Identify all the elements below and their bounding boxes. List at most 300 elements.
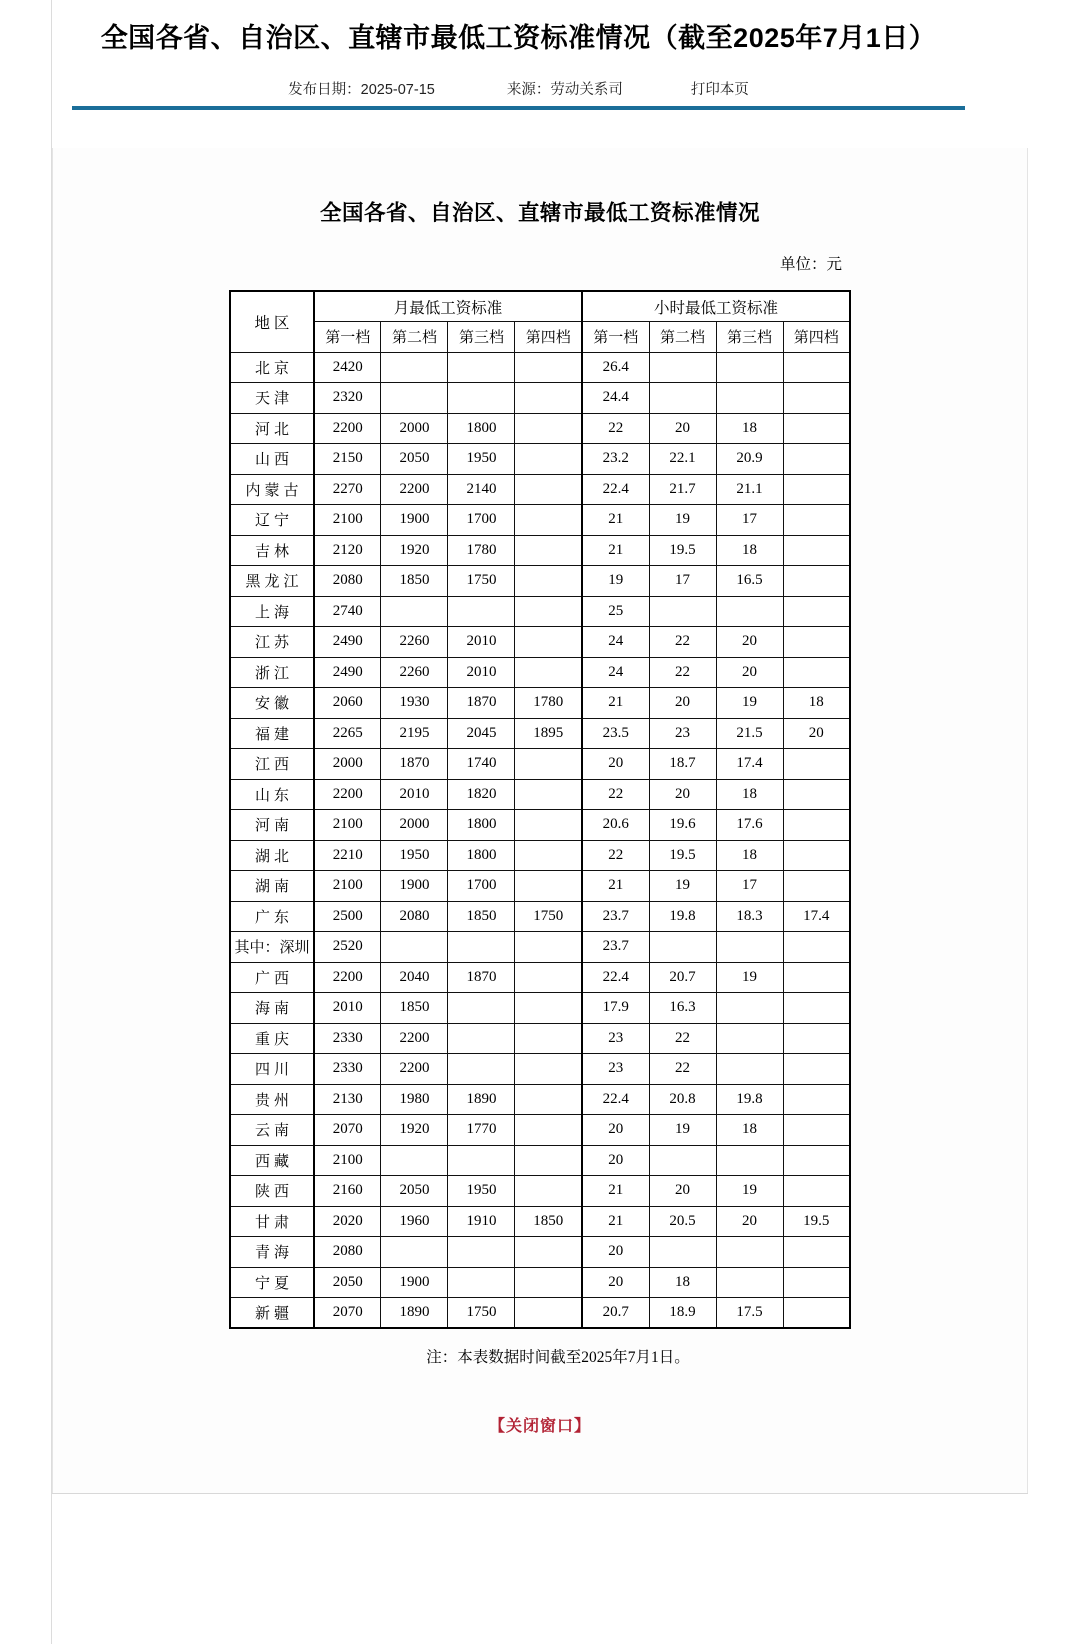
- cell-monthly-tier-2: [381, 1237, 448, 1268]
- cell-monthly-tier-2: 2000: [381, 810, 448, 841]
- table-row: [230, 993, 850, 1024]
- cell-monthly-tier-1: 2330: [314, 1054, 381, 1085]
- cell-hourly-tier-1: 20.6: [582, 810, 649, 841]
- column-header-monthly-tier-1: 第一档: [314, 322, 381, 353]
- cell-region: 湖南: [230, 871, 314, 902]
- cell-monthly-tier-1: 2500: [314, 901, 381, 932]
- cell-region: 青海: [230, 1237, 314, 1268]
- cell-monthly-tier-3: 1870: [448, 688, 515, 719]
- cell-hourly-tier-3: 20.9: [716, 444, 783, 475]
- publish-date: 发布日期：2025-07-15: [288, 81, 435, 98]
- cell-monthly-tier-4: [515, 535, 582, 566]
- cell-hourly-tier-2: 20: [649, 1176, 716, 1207]
- cell-region: 广西: [230, 962, 314, 993]
- cell-hourly-tier-2: 20.7: [649, 962, 716, 993]
- cell-hourly-tier-3: [716, 1237, 783, 1268]
- header-divider: [72, 106, 965, 110]
- table-row: [230, 1237, 850, 1268]
- cell-hourly-tier-2: [649, 932, 716, 963]
- cell-monthly-tier-1: 2490: [314, 657, 381, 688]
- cell-hourly-tier-4: [783, 1267, 850, 1298]
- table-row: [230, 657, 850, 688]
- cell-monthly-tier-3: 1870: [448, 962, 515, 993]
- cell-hourly-tier-3: [716, 352, 783, 383]
- cell-hourly-tier-3: 17.4: [716, 749, 783, 780]
- cell-hourly-tier-2: 19: [649, 1115, 716, 1146]
- cell-monthly-tier-1: 2330: [314, 1023, 381, 1054]
- cell-monthly-tier-1: 2520: [314, 932, 381, 963]
- cell-monthly-tier-1: 2100: [314, 871, 381, 902]
- cell-monthly-tier-2: 2080: [381, 901, 448, 932]
- cell-monthly-tier-3: 1890: [448, 1084, 515, 1115]
- cell-hourly-tier-1: 22.4: [582, 962, 649, 993]
- cell-region: 甘肃: [230, 1206, 314, 1237]
- cell-monthly-tier-4: [515, 352, 582, 383]
- cell-region: 内蒙古: [230, 474, 314, 505]
- table-row: [230, 932, 850, 963]
- cell-monthly-tier-4: [515, 566, 582, 597]
- cell-hourly-tier-1: 26.4: [582, 352, 649, 383]
- cell-hourly-tier-2: 22: [649, 1054, 716, 1085]
- cell-hourly-tier-4: [783, 932, 850, 963]
- cell-monthly-tier-2: [381, 383, 448, 414]
- print-page-link[interactable]: 打印本页: [690, 81, 749, 98]
- cell-hourly-tier-4: [783, 962, 850, 993]
- cell-monthly-tier-2: 1950: [381, 840, 448, 871]
- cell-monthly-tier-1: 2100: [314, 505, 381, 536]
- cell-monthly-tier-4: [515, 596, 582, 627]
- cell-hourly-tier-2: 20: [649, 688, 716, 719]
- cell-hourly-tier-2: 18.9: [649, 1298, 716, 1329]
- cell-hourly-tier-4: 19.5: [783, 1206, 850, 1237]
- cell-monthly-tier-3: 1770: [448, 1115, 515, 1146]
- table-head: [230, 291, 850, 352]
- cell-hourly-tier-4: [783, 993, 850, 1024]
- cell-hourly-tier-2: 22: [649, 627, 716, 658]
- cell-monthly-tier-2: 1920: [381, 535, 448, 566]
- cell-hourly-tier-2: 23: [649, 718, 716, 749]
- cell-hourly-tier-3: 18: [716, 779, 783, 810]
- column-header-hourly-tier-1: 第一档: [582, 322, 649, 353]
- cell-monthly-tier-2: 1930: [381, 688, 448, 719]
- table-row: [230, 688, 850, 719]
- cell-monthly-tier-4: 1895: [515, 718, 582, 749]
- cell-hourly-tier-3: 17: [716, 871, 783, 902]
- cell-hourly-tier-1: 21: [582, 1176, 649, 1207]
- cell-hourly-tier-3: [716, 1054, 783, 1085]
- cell-region: 贵州: [230, 1084, 314, 1115]
- cell-hourly-tier-1: 21: [582, 1206, 649, 1237]
- column-header-hourly-tier-2: 第二档: [649, 322, 716, 353]
- cell-monthly-tier-1: 2070: [314, 1298, 381, 1329]
- cell-monthly-tier-1: 2070: [314, 1115, 381, 1146]
- cell-hourly-tier-1: 23.7: [582, 901, 649, 932]
- cell-hourly-tier-2: 20: [649, 779, 716, 810]
- cell-monthly-tier-2: [381, 1145, 448, 1176]
- cell-monthly-tier-3: 1800: [448, 840, 515, 871]
- table-row: [230, 718, 850, 749]
- cell-monthly-tier-4: [515, 840, 582, 871]
- cell-hourly-tier-4: [783, 352, 850, 383]
- cell-monthly-tier-3: 1950: [448, 444, 515, 475]
- table-row: [230, 505, 850, 536]
- table-row: [230, 871, 850, 902]
- cell-hourly-tier-2: 22: [649, 657, 716, 688]
- cell-hourly-tier-4: [783, 1023, 850, 1054]
- table-row: [230, 444, 850, 475]
- article-panel: [52, 148, 1028, 1493]
- cell-monthly-tier-3: 2010: [448, 657, 515, 688]
- cell-hourly-tier-4: 17.4: [783, 901, 850, 932]
- cell-monthly-tier-3: 1750: [448, 566, 515, 597]
- cell-hourly-tier-4: [783, 444, 850, 475]
- cell-monthly-tier-2: 1870: [381, 749, 448, 780]
- cell-hourly-tier-4: [783, 566, 850, 597]
- cell-region: 河南: [230, 810, 314, 841]
- cell-monthly-tier-2: 1920: [381, 1115, 448, 1146]
- table-row: [230, 413, 850, 444]
- cell-monthly-tier-4: [515, 505, 582, 536]
- cell-hourly-tier-3: [716, 932, 783, 963]
- cell-hourly-tier-1: 20: [582, 1267, 649, 1298]
- cell-monthly-tier-3: [448, 1267, 515, 1298]
- table-row: [230, 779, 850, 810]
- cell-monthly-tier-2: 1850: [381, 566, 448, 597]
- cell-hourly-tier-4: [783, 871, 850, 902]
- cell-hourly-tier-2: 20.8: [649, 1084, 716, 1115]
- cell-monthly-tier-2: 2260: [381, 627, 448, 658]
- cell-monthly-tier-2: 2200: [381, 1054, 448, 1085]
- cell-monthly-tier-4: [515, 1298, 582, 1329]
- cell-monthly-tier-3: 1700: [448, 871, 515, 902]
- table-row: [230, 1084, 850, 1115]
- table-row: [230, 1054, 850, 1085]
- cell-monthly-tier-1: 2130: [314, 1084, 381, 1115]
- cell-monthly-tier-3: 1950: [448, 1176, 515, 1207]
- cell-region: 西藏: [230, 1145, 314, 1176]
- cell-monthly-tier-4: [515, 1054, 582, 1085]
- table-row: [230, 840, 850, 871]
- table-row: [230, 1176, 850, 1207]
- cell-hourly-tier-3: 19.8: [716, 1084, 783, 1115]
- cell-monthly-tier-1: 2200: [314, 413, 381, 444]
- close-window-link[interactable]: 【关闭窗口】: [488, 1418, 591, 1435]
- cell-hourly-tier-1: 22: [582, 413, 649, 444]
- table-row: [230, 810, 850, 841]
- cell-monthly-tier-4: [515, 1237, 582, 1268]
- cell-hourly-tier-1: 19: [582, 566, 649, 597]
- cell-region: 四川: [230, 1054, 314, 1085]
- cell-hourly-tier-3: 18: [716, 1115, 783, 1146]
- cell-hourly-tier-1: 22.4: [582, 474, 649, 505]
- cell-hourly-tier-4: [783, 840, 850, 871]
- cell-region: 安徽: [230, 688, 314, 719]
- cell-monthly-tier-2: 2050: [381, 1176, 448, 1207]
- cell-hourly-tier-1: 21: [582, 505, 649, 536]
- cell-monthly-tier-4: [515, 1115, 582, 1146]
- cell-hourly-tier-2: 19: [649, 505, 716, 536]
- cell-region: 北京: [230, 352, 314, 383]
- table-row: [230, 1145, 850, 1176]
- cell-hourly-tier-1: 17.9: [582, 993, 649, 1024]
- table-row: [230, 962, 850, 993]
- cell-monthly-tier-2: 1900: [381, 1267, 448, 1298]
- cell-hourly-tier-4: [783, 535, 850, 566]
- cell-monthly-tier-2: 1900: [381, 505, 448, 536]
- cell-monthly-tier-4: [515, 749, 582, 780]
- cell-monthly-tier-2: 2200: [381, 474, 448, 505]
- cell-monthly-tier-1: 2160: [314, 1176, 381, 1207]
- cell-hourly-tier-2: [649, 1237, 716, 1268]
- cell-monthly-tier-1: 2740: [314, 596, 381, 627]
- cell-hourly-tier-1: 20: [582, 749, 649, 780]
- cell-monthly-tier-3: [448, 1023, 515, 1054]
- cell-hourly-tier-4: [783, 383, 850, 414]
- cell-hourly-tier-2: 19.6: [649, 810, 716, 841]
- cell-hourly-tier-4: [783, 779, 850, 810]
- cell-region: 山西: [230, 444, 314, 475]
- cell-monthly-tier-3: 1800: [448, 413, 515, 444]
- column-header-monthly-tier-4: 第四档: [515, 322, 582, 353]
- cell-monthly-tier-3: [448, 383, 515, 414]
- cell-monthly-tier-2: 2200: [381, 1023, 448, 1054]
- column-header-monthly-tier-2: 第二档: [381, 322, 448, 353]
- cell-hourly-tier-4: [783, 749, 850, 780]
- cell-region: 山东: [230, 779, 314, 810]
- cell-monthly-tier-4: 1780: [515, 688, 582, 719]
- cell-hourly-tier-1: 24: [582, 657, 649, 688]
- cell-monthly-tier-1: 2210: [314, 840, 381, 871]
- table-header-tier-row: [230, 322, 850, 353]
- cell-monthly-tier-3: 2140: [448, 474, 515, 505]
- cell-monthly-tier-4: [515, 1084, 582, 1115]
- cell-monthly-tier-1: 2150: [314, 444, 381, 475]
- cell-hourly-tier-2: 19: [649, 871, 716, 902]
- cell-monthly-tier-1: 2000: [314, 749, 381, 780]
- cell-monthly-tier-1: 2080: [314, 1237, 381, 1268]
- cell-monthly-tier-2: 2010: [381, 779, 448, 810]
- cell-monthly-tier-4: [515, 1267, 582, 1298]
- cell-hourly-tier-3: [716, 1267, 783, 1298]
- cell-hourly-tier-2: 20.5: [649, 1206, 716, 1237]
- cell-monthly-tier-2: [381, 596, 448, 627]
- table-row: [230, 1267, 850, 1298]
- cell-monthly-tier-2: 1960: [381, 1206, 448, 1237]
- cell-monthly-tier-2: 2195: [381, 718, 448, 749]
- cell-hourly-tier-4: [783, 1115, 850, 1146]
- cell-monthly-tier-2: 1890: [381, 1298, 448, 1329]
- cell-region: 海南: [230, 993, 314, 1024]
- cell-monthly-tier-4: 1750: [515, 901, 582, 932]
- cell-monthly-tier-4: 1850: [515, 1206, 582, 1237]
- cell-hourly-tier-2: 22.1: [649, 444, 716, 475]
- cell-monthly-tier-3: [448, 352, 515, 383]
- column-group-monthly: 月最低工资标准: [314, 291, 582, 322]
- cell-hourly-tier-1: 22.4: [582, 1084, 649, 1115]
- column-header-hourly-tier-4: 第四档: [783, 322, 850, 353]
- cell-monthly-tier-4: [515, 657, 582, 688]
- table-row: [230, 352, 850, 383]
- cell-monthly-tier-1: 2490: [314, 627, 381, 658]
- cell-region: 天津: [230, 383, 314, 414]
- table-row: [230, 383, 850, 414]
- cell-monthly-tier-4: [515, 810, 582, 841]
- cell-hourly-tier-2: 18.7: [649, 749, 716, 780]
- table-row: [230, 1023, 850, 1054]
- table-row: [230, 535, 850, 566]
- cell-hourly-tier-2: [649, 596, 716, 627]
- cell-hourly-tier-3: 19: [716, 1176, 783, 1207]
- cell-monthly-tier-4: [515, 993, 582, 1024]
- cell-hourly-tier-2: 19.5: [649, 535, 716, 566]
- cell-hourly-tier-3: [716, 383, 783, 414]
- cell-monthly-tier-1: 2420: [314, 352, 381, 383]
- cell-hourly-tier-3: 19: [716, 962, 783, 993]
- cell-hourly-tier-2: 18: [649, 1267, 716, 1298]
- table-row: [230, 1206, 850, 1237]
- cell-region: 上海: [230, 596, 314, 627]
- table-row: [230, 749, 850, 780]
- cell-monthly-tier-1: 2265: [314, 718, 381, 749]
- cell-region: 浙江: [230, 657, 314, 688]
- table-row: [230, 596, 850, 627]
- cell-monthly-tier-4: [515, 627, 582, 658]
- cell-region: 云南: [230, 1115, 314, 1146]
- cell-monthly-tier-3: 1910: [448, 1206, 515, 1237]
- cell-hourly-tier-2: 16.3: [649, 993, 716, 1024]
- column-header-hourly-tier-3: 第三档: [716, 322, 783, 353]
- cell-monthly-tier-4: [515, 1145, 582, 1176]
- cell-hourly-tier-1: 22: [582, 779, 649, 810]
- cell-region: 湖北: [230, 840, 314, 871]
- cell-monthly-tier-3: 2010: [448, 627, 515, 658]
- cell-hourly-tier-1: 21: [582, 688, 649, 719]
- cell-hourly-tier-3: 17.5: [716, 1298, 783, 1329]
- cell-hourly-tier-4: [783, 1176, 850, 1207]
- cell-monthly-tier-2: 2050: [381, 444, 448, 475]
- cell-hourly-tier-4: [783, 474, 850, 505]
- cell-region: 重庆: [230, 1023, 314, 1054]
- cell-hourly-tier-1: 23: [582, 1023, 649, 1054]
- cell-monthly-tier-4: [515, 474, 582, 505]
- cell-hourly-tier-2: 19.8: [649, 901, 716, 932]
- cell-hourly-tier-3: 17.6: [716, 810, 783, 841]
- cell-monthly-tier-1: 2100: [314, 810, 381, 841]
- table-row: [230, 627, 850, 658]
- close-window-area: [53, 1413, 1027, 1436]
- cell-monthly-tier-4: [515, 932, 582, 963]
- cell-hourly-tier-2: [649, 1145, 716, 1176]
- cell-hourly-tier-2: 20: [649, 413, 716, 444]
- cell-hourly-tier-4: [783, 1237, 850, 1268]
- cell-hourly-tier-3: [716, 596, 783, 627]
- column-header-region: 地 区: [230, 291, 314, 352]
- document-header: [72, 0, 965, 99]
- cell-hourly-tier-3: 21.1: [716, 474, 783, 505]
- cell-monthly-tier-1: 2050: [314, 1267, 381, 1298]
- cell-hourly-tier-4: [783, 505, 850, 536]
- cell-hourly-tier-2: 21.7: [649, 474, 716, 505]
- table-row: [230, 901, 850, 932]
- table-title: 全国各省、自治区、直辖市最低工资标准情况: [319, 201, 760, 225]
- cell-hourly-tier-4: [783, 657, 850, 688]
- cell-hourly-tier-1: 21: [582, 871, 649, 902]
- cell-monthly-tier-3: [448, 993, 515, 1024]
- cell-region: 广东: [230, 901, 314, 932]
- cell-region: 陕西: [230, 1176, 314, 1207]
- cell-hourly-tier-3: 21.5: [716, 718, 783, 749]
- cell-hourly-tier-1: 21: [582, 535, 649, 566]
- cell-region: 黑龙江: [230, 566, 314, 597]
- cell-hourly-tier-3: 18: [716, 840, 783, 871]
- cell-monthly-tier-1: 2320: [314, 383, 381, 414]
- cell-monthly-tier-3: [448, 1237, 515, 1268]
- bottom-divider: [52, 1493, 1028, 1494]
- cell-hourly-tier-4: 18: [783, 688, 850, 719]
- cell-hourly-tier-3: 17: [716, 505, 783, 536]
- cell-hourly-tier-2: 19.5: [649, 840, 716, 871]
- page-title: 全国各省、自治区、直辖市最低工资标准情况（截至2025年7月1日）: [100, 23, 937, 53]
- cell-hourly-tier-1: 20.7: [582, 1298, 649, 1329]
- column-group-hourly: 小时最低工资标准: [582, 291, 850, 322]
- cell-monthly-tier-3: 1850: [448, 901, 515, 932]
- cell-monthly-tier-2: [381, 352, 448, 383]
- cell-hourly-tier-3: [716, 1145, 783, 1176]
- cell-monthly-tier-3: 1700: [448, 505, 515, 536]
- cell-monthly-tier-4: [515, 1023, 582, 1054]
- document-meta: [72, 78, 965, 99]
- cell-hourly-tier-1: 22: [582, 840, 649, 871]
- cell-monthly-tier-4: [515, 1176, 582, 1207]
- cell-hourly-tier-2: [649, 383, 716, 414]
- cell-hourly-tier-3: 20: [716, 657, 783, 688]
- cell-monthly-tier-1: 2060: [314, 688, 381, 719]
- cell-monthly-tier-3: 1740: [448, 749, 515, 780]
- cell-region: 河北: [230, 413, 314, 444]
- cell-hourly-tier-3: 18: [716, 413, 783, 444]
- cell-region: 新疆: [230, 1298, 314, 1329]
- cell-hourly-tier-4: [783, 596, 850, 627]
- cell-monthly-tier-1: 2100: [314, 1145, 381, 1176]
- cell-monthly-tier-3: 1780: [448, 535, 515, 566]
- cell-hourly-tier-3: [716, 1023, 783, 1054]
- cell-hourly-tier-4: [783, 627, 850, 658]
- cell-hourly-tier-1: 20: [582, 1145, 649, 1176]
- cell-hourly-tier-2: 17: [649, 566, 716, 597]
- cell-monthly-tier-3: 2045: [448, 718, 515, 749]
- cell-region: 福建: [230, 718, 314, 749]
- cell-hourly-tier-3: [716, 993, 783, 1024]
- cell-hourly-tier-3: 20: [716, 1206, 783, 1237]
- cell-monthly-tier-2: 2000: [381, 413, 448, 444]
- table-row: [230, 1115, 850, 1146]
- table-note: 注：本表数据时间截至2025年7月1日。: [426, 1349, 690, 1366]
- cell-hourly-tier-3: 16.5: [716, 566, 783, 597]
- cell-monthly-tier-1: 2200: [314, 779, 381, 810]
- cell-hourly-tier-1: 23.7: [582, 932, 649, 963]
- cell-monthly-tier-3: [448, 1145, 515, 1176]
- cell-monthly-tier-4: [515, 871, 582, 902]
- cell-hourly-tier-1: 20: [582, 1237, 649, 1268]
- cell-region: 宁夏: [230, 1267, 314, 1298]
- table-header-group-row: [230, 291, 850, 322]
- cell-region: 江苏: [230, 627, 314, 658]
- cell-hourly-tier-2: [649, 352, 716, 383]
- cell-monthly-tier-3: 1800: [448, 810, 515, 841]
- minimum-wage-table: [229, 290, 851, 1329]
- cell-hourly-tier-3: 18: [716, 535, 783, 566]
- cell-monthly-tier-2: 2040: [381, 962, 448, 993]
